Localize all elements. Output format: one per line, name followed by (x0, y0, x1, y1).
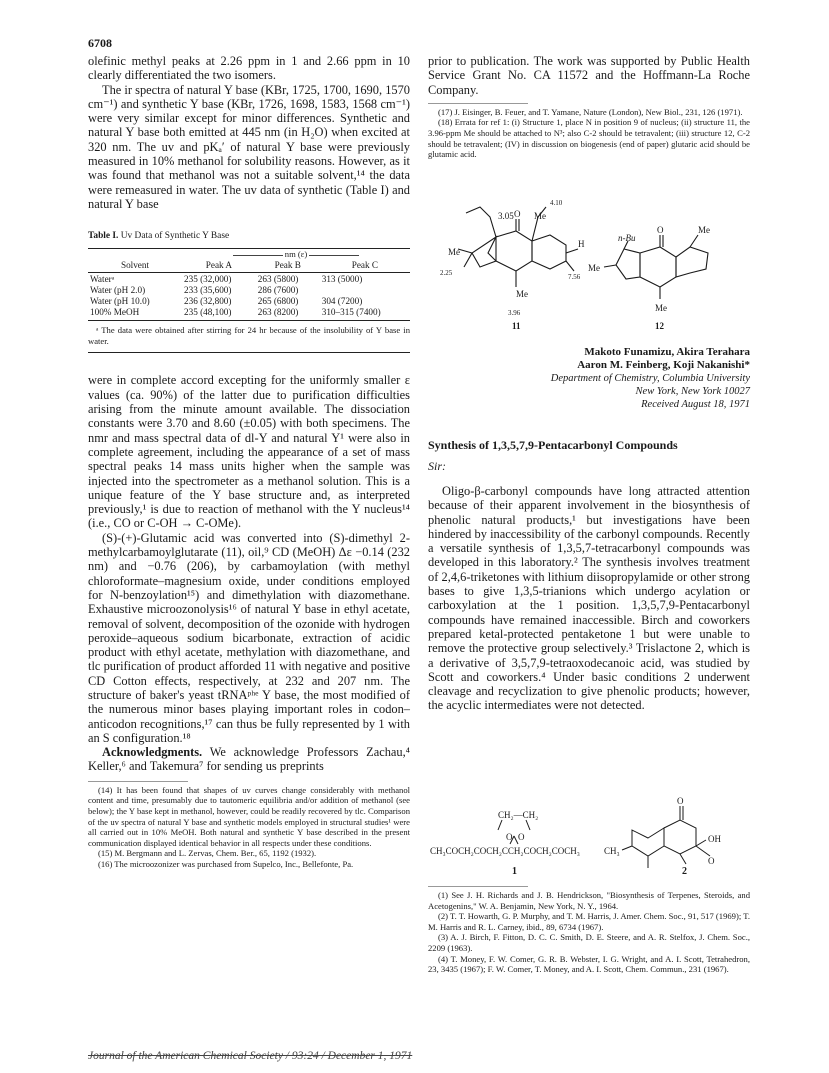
table-row (88, 296, 410, 307)
table-cell: 304 (7200) (321, 296, 363, 307)
side-chain-bond (466, 207, 496, 237)
reference-17: (17) J. Eisinger, B. Feuer, and T. Yamane, Nature (London), New Biol., 231, 126 (1971). (438, 106, 743, 117)
journal-footer: Journal of the American Chemical Society / 93:24 / December 1, 1971 (88, 1050, 413, 1062)
reference-3: (3) A. J. Birch, F. Fitton, D. C. C. Smith, D. E. Steere, and A. R. Stelfox, J. Chem. Soc., 2209 (1963). (428, 932, 750, 953)
table-cell: 236 (32,800) (184, 296, 232, 307)
oxygen-label: O (657, 225, 664, 235)
oxygen-label: O (708, 856, 715, 866)
right-paragraph-2: Oligo-β-carbonyl compounds have long attracted attention because of their apparent involvement in the biosynthesis of phenolic natural products,¹ but investigations have been hindered by inaccessibility of the carbonyl compounds. Recently a versatile synthesis of 1,3,5,7-tetracarbonyl compounds was developed in this laboratory.² The synthesis involves treatment of 2,4,6-triketones with lithium diisopropylamide or other strong bases to give 1,3,5-trianions which undergo acylation or carboxylation at the 1 position. 1,3,5,7,9-Pentacarbonyl compounds have remained inaccessible. Birch and coworkers prepared ketal-protected pentaketone 1 but were unable to remove the protective group selectively.³ Trislactone 2, which is a derivative of 3,5,7,9-tetraoxodecanoic acid, was studied by Scott and coworkers.⁴ Under basic conditions 2 underwent cleavage and recyclization to give phenolic products; however, the acyclic intermediates were not detected. (428, 484, 750, 713)
left-paragraph-1: olefinic methyl peaks at 2.26 ppm in 1 and 2.66 ppm in 10 clearly differentiated the two isomers. (88, 54, 410, 83)
methyl-label: Me (516, 289, 528, 299)
formula-1-chain: CH₃COCH₂COCH₂CCH₂COCH₂COCH₃ (430, 846, 580, 856)
left-paragraph-2: The ir spectra of natural Y base (KBr, 1725, 1700, 1690, 1570 cm⁻¹) and synthetic Y base (KBr, 1726, 1698, 1583, 1568 cm⁻¹) were very similar except for minor differences. Synthetic and natural Y base both emitted at 445 nm (in H₂O) when excited at 320 nm. The uv and pKₐ′ of natural Y base were previously measured in 10% methanol for solubility reasons. However, as it was found that methanol was not a suitable solvent,¹⁴ the data were remeasured in water. The uv data of synthetic (Table I) and natural Y base (88, 82, 410, 211)
table-cell: 235 (48,100) (184, 307, 232, 318)
oxygen-label: O (514, 209, 521, 219)
oxygen-label: O (518, 832, 525, 842)
footnote-16: (16) The microozonizer was purchased from Supelco, Inc., Bellefonte, Pa. (98, 858, 354, 869)
table-cell: 310–315 (7400) (321, 307, 381, 318)
ring-11-right (532, 235, 566, 269)
table-header-cell: Solvent (120, 260, 150, 271)
methyl-label: Me (588, 263, 600, 273)
formula-2-label: 2 (682, 866, 687, 877)
pyranone-ring-top (664, 820, 696, 854)
shift-4-10: 4.10 (550, 199, 563, 207)
uv-data-table (88, 249, 410, 318)
salutation: Sir: (428, 459, 446, 473)
authors-line-1: Makoto Funamizu, Akira Terahara (584, 346, 750, 358)
table-unit-header: nm (ε) (182, 249, 410, 260)
ring-11-left (472, 237, 496, 267)
structure-12-label: 12 (655, 321, 664, 331)
table-cell (320, 285, 410, 296)
ring-12-left (616, 249, 640, 279)
n-butyl-label: n-Bu (618, 233, 636, 243)
reference-1: (1) See J. H. Richards and J. B. Hendrickson, "Biosynthesis of Terpenes, Steroids, and Acetogenins," W. A. Benjamin, New York, N. Y., 1964. (428, 890, 750, 911)
left-paragraph-4: (S)-(+)-Glutamic acid was converted into (S)-dimethyl 2-methylcarbamoylglutarate (11), oil,⁹ CD (MeOH) Δε −0.14 (232 nm) and −0.76 (206), by carbamoylation (with methyl chloroformate–magnesium oxide, under conditions employed for N-benzoylation¹⁵) and dimethylation with diazomethane. Exhaustive microozonolysis¹⁶ of natural Y base in ethyl acetate, removal of solvent, decomposition of the ozonide with hydrogen peroxide–aqueous sodium bicarbonate, extraction of acidic product with ethyl acetate, methylation with diazomethane, and tlc purification of product afforded 11 with negative and positive CD Cotton effects, respectively, at 232 and 207 nm. The structure of baker's yeast tRNAᵖʰᵉ Y base, the most modified of the numerous minor bases playing important roles in codon–anticodon recognitions,¹⁷ can thus be fully represented by 1 with an S configuration.¹⁸ (88, 530, 410, 745)
table-row (88, 307, 410, 318)
table-header-cell: Peak A (205, 260, 233, 271)
table-cell: 233 (35,600) (184, 285, 232, 296)
hydrogen-label: H (578, 239, 585, 249)
affiliation-line-2: New York, New York 10027 (635, 386, 750, 397)
shift-3-05: 3.05 (498, 211, 514, 221)
table-caption (88, 231, 410, 241)
formula-1-label: 1 (512, 866, 517, 877)
table-cell: 265 (6800) (257, 296, 299, 307)
table-row (88, 285, 410, 296)
pyranone-ring-left (632, 828, 664, 856)
right-column (428, 54, 750, 160)
oxygen-label: O (506, 832, 513, 842)
footnote-15: (15) M. Bergmann and L. Zervas, Chem. Ber., 65, 1192 (1932). (98, 848, 317, 859)
methyl-label: CH₃ (604, 846, 620, 856)
shift-7-56: 7.56 (568, 273, 581, 281)
article-title: Synthesis of 1,3,5,7,9-Pentacarbonyl Compounds (428, 438, 678, 452)
table-cell: 235 (32,000) (184, 274, 232, 285)
table-cell: Water (pH 2.0) (90, 285, 146, 296)
table-cell: 263 (8200) (257, 307, 299, 318)
reference-divider (428, 886, 528, 887)
table-caption-text: Uv Data of Synthetic Y Base (120, 231, 230, 242)
left-column (88, 54, 410, 870)
affiliation-line-1: Department of Chemistry, Columbia University (550, 373, 750, 384)
oxygen-label: O (677, 796, 684, 806)
footnote-14: (14) It has been found that shapes of uv curves change considerably with methanol content and time, presumably due to tautomeric equilibria and/or addition of methanol (see below); the Y base kept in methanol, however, could be readily recovered by tlc. Comparison of the uv spectra of natural Y base and synthetic models employed in structural studies¹ were all carried out in 10% MeOH. Both natural and synthetic Y base described in the present communication displayed identical behavior in all respects under these conditions. (88, 784, 410, 848)
acknowledgments-heading: Acknowledgments. (102, 745, 203, 760)
page-number: 6708 (88, 36, 112, 50)
table-cell: 100% MeOH (90, 307, 140, 318)
reference-4: (4) T. Money, F. W. Comer, G. R. B. Webster, I. G. Wright, and A. I. Scott, Tetrahedron, 23, 3435 (1967); F. W. Comer, T. Money, and A. I. Scott, Chem. Commun., 231 (1967). (428, 953, 750, 975)
footnote-divider (88, 781, 188, 782)
structure-11-label: 11 (512, 321, 521, 331)
right-references (428, 886, 750, 975)
structures-11-12-diagram (428, 195, 750, 335)
left-paragraph-3: were in complete accord excepting for the uniformly smaller ε values (ca. 90%) of the latter due to purification difficulties arising from the minute amount available. The dissociation constants were 3.70 and 8.60 (±0.05) with both specimens. The nmr and mass spectral data of dl-Y and natural Y¹ were also in complete agreement, including the appearance of a set of mass spectral peaks 14 mass units higher when the sample was injected into the spectrometer as a methanol solution. This is a unique feature of the Y base structure and, as interpreted previously,¹ is due to reaction of methanol with the Y nucleus¹⁴ (i.e., CO or C-OH → C-OMe). (88, 373, 410, 531)
formulas-1-2-diagram (428, 790, 750, 880)
right-paragraph-1: prior to publication. The work was supported by Public Health Service Grant No. CA 11572 and the Hoffmann-La Roche Company. (428, 54, 750, 97)
table-cell: 313 (5000) (321, 274, 363, 285)
methyl-label: Me (448, 247, 460, 257)
acknowledgments (88, 745, 410, 774)
methyl-label: Me (655, 303, 667, 313)
table-cell: Waterᵃ (90, 274, 115, 285)
formula-1-ketal-bridge: CH₂—CH₂ (498, 810, 539, 820)
hydroxyl-label: OH (708, 834, 721, 844)
methyl-label: Me (698, 225, 710, 235)
authors-line-2: Aaron M. Feinberg, Koji Nakanishi* (577, 359, 750, 371)
uv-table-block (88, 231, 410, 353)
reference-18: (18) Errata for ref 1: (i) Structure 1, place N in position 9 of nucleus; (ii) structure 11, the 3.96-ppm Me should be attached to N³; also C-2 should be tetravalent; (iii) structure 12, C-2 should be tetravalent; (IV) in discussion on biogenesis (end of paper) glutaric acid should be glutamic acid. (428, 117, 750, 160)
ring-11-center (496, 231, 532, 271)
article-pentacarbonyl (428, 438, 750, 713)
received-date: Received August 18, 1971 (641, 399, 750, 410)
ring-12-center (640, 247, 676, 287)
reference-2: (2) T. T. Howarth, G. P. Murphy, and T. M. Harris, J. Amer. Chem. Soc., 91, 517 (1969); T. M. Harris and R. L. Carney, ibid., 89, 6734 (1967). (428, 911, 750, 932)
table-footnote: ᵃ The data were obtained after stirring for 24 hr because of the insolubility of Y base in water. (88, 325, 410, 346)
table-bottom-rule (88, 320, 410, 321)
table-caption-label: Table I. (88, 231, 119, 242)
ring-12-right (676, 247, 708, 277)
author-block (428, 346, 750, 411)
table-header-cell: Peak B (274, 260, 301, 271)
table-cell: 286 (7600) (257, 285, 299, 296)
reference-divider (428, 103, 528, 104)
shift-3-96: 3.96 (508, 309, 521, 317)
table-cell: Water (pH 10.0) (90, 296, 150, 307)
shift-2-25: 2.25 (440, 269, 453, 277)
table-end-rule (88, 352, 410, 353)
table-cell: 263 (5800) (257, 274, 299, 285)
table-header-cell: Peak C (351, 260, 378, 271)
table-row (88, 274, 410, 285)
acknowledgments-text: We acknowledge Professors Zachau,⁴ Keller,⁶ and Takemura⁷ for sending us preprints (88, 745, 410, 774)
table-header-row (88, 260, 410, 271)
methyl-label: Me (534, 211, 546, 221)
